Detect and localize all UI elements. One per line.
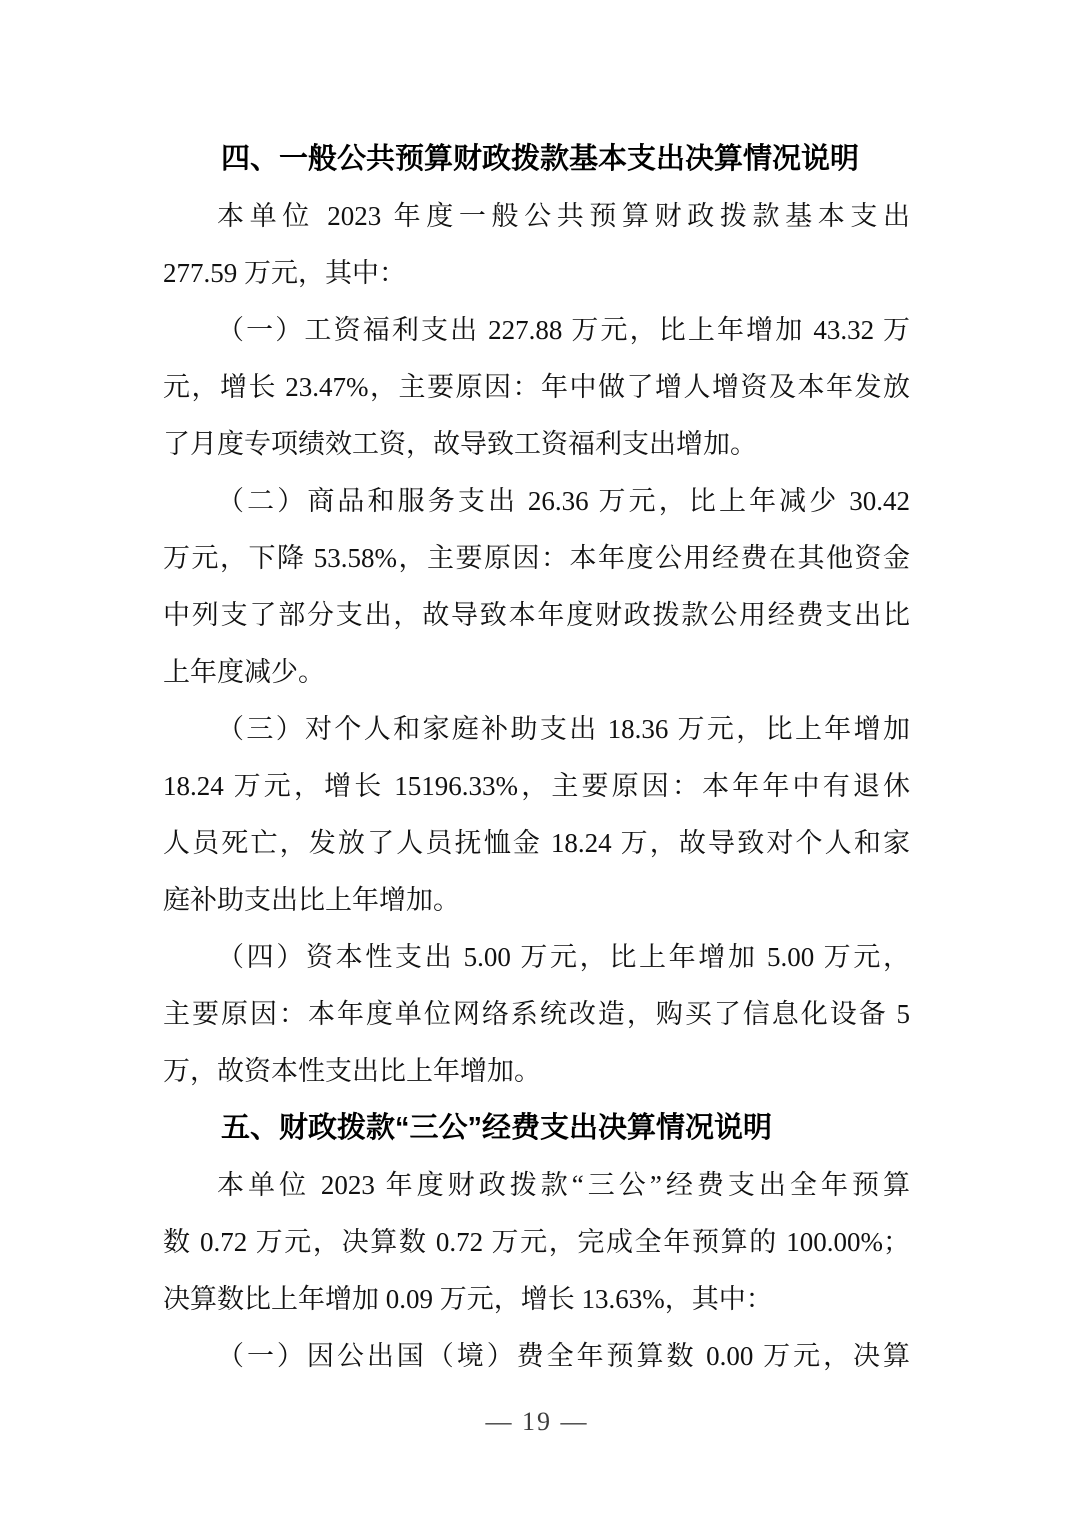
page-number: — 19 — [485,1407,589,1436]
text-line: 本单位 2023 年度财政拨款“三公”经费支出全年预算 [217,1170,910,1200]
text-line: 决算数比上年增加 0.09 万元，增长 13.63%，其中： [163,1284,773,1314]
text-line: 主要原因：本年度单位网络系统改造，购买了信息化设备 5 [163,999,910,1029]
text-line: 万，故资本性支出比上年增加。 [163,1056,541,1086]
text-line: （一）工资福利支出 227.88 万元，比上年增加 43.32 万 [217,315,910,345]
text-line: （一）因公出国（境）费全年预算数 0.00 万元，决算 [217,1341,910,1371]
section-heading: 四、一般公共预算财政拨款基本支出决算情况说明 [221,143,860,175]
text-line: 数 0.72 万元，决算数 0.72 万元，完成全年预算的 100.00%； [163,1227,910,1257]
text-line: 元，增长 23.47%，主要原因：年中做了增人增资及本年发放 [163,372,910,402]
text-line: 人员死亡，发放了人员抚恤金 18.24 万，故导致对个人和家 [163,828,910,858]
section-heading: 五、财政拨款“三公”经费支出决算情况说明 [221,1112,773,1144]
page-footer [0,1406,1074,1438]
text-line: （四）资本性支出 5.00 万元，比上年增加 5.00 万元， [217,942,910,972]
text-line: （二）商品和服务支出 26.36 万元，比上年减少 30.42 [217,486,910,516]
text-line: 本单位 2023 年度一般公共预算财政拨款基本支出 [217,201,910,231]
text-column [163,131,910,1385]
text-line: 277.59 万元，其中： [163,258,406,288]
text-line: 了月度专项绩效工资，故导致工资福利支出增加。 [163,429,757,459]
text-line: 中列支了部分支出，故导致本年度财政拨款公用经费支出比 [163,600,910,630]
text-line: 18.24 万元，增长 15196.33%，主要原因：本年年中有退休 [163,771,910,801]
text-line: （三）对个人和家庭补助支出 18.36 万元，比上年增加 [217,714,910,744]
text-line: 上年度减少。 [163,657,325,687]
text-line: 庭补助支出比上年增加。 [163,885,460,915]
text-line: 万元，下降 53.58%，主要原因：本年度公用经费在其他资金 [163,543,910,573]
